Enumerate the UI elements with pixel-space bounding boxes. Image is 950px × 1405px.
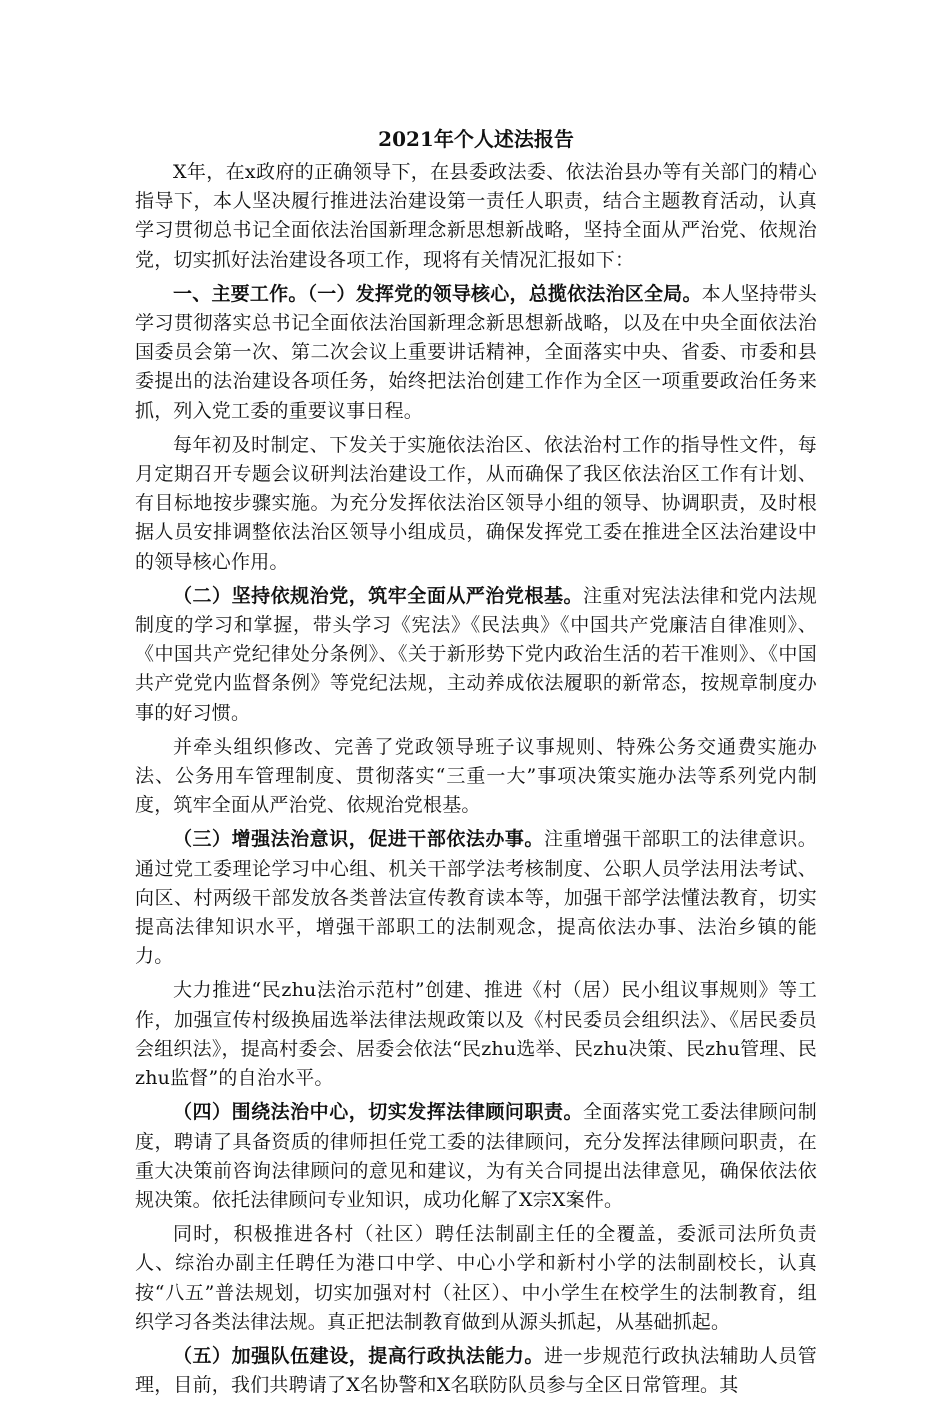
paragraph-body: 进一步规范行政执法辅助人员管理，目前，我们共聘请了X名协警和X名联防队员参与全区日常管理。其: [135, 1344, 817, 1397]
paragraph-section-1: [135, 280, 817, 426]
document-page: [135, 120, 817, 1405]
paragraph-lead: （三）增强法治意识，促进干部依法办事。: [173, 828, 544, 851]
paragraph-section-2: [135, 582, 817, 728]
paragraph-lead: （五）加强队伍建设，提高行政执法能力。: [173, 1344, 544, 1367]
paragraph: [135, 431, 817, 577]
paragraph: [135, 1220, 817, 1337]
paragraph: [135, 733, 817, 821]
paragraph: [135, 976, 817, 1093]
paragraph-body: 并牵头组织修改、完善了党政领导班子议事规则、特殊公务交通费实施办法、公务用车管理制度、贯彻落实“三重一大”事项决策实施办法等系列党内制度，筑牢全面从严治党、依规治党根基。: [135, 735, 817, 817]
paragraph-body: 大力推进“民zhu法治示范村”创建、推进《村（居）民小组议事规则》等工作，加强宣传村级换届选举法律法规政策以及《村民委员会组织法》、《居民委员会组织法》，提高村委会、居委会依法“民zhu选举、民zhu决策、民zhu管理、民zhu监督”的自治水平。: [135, 979, 817, 1090]
paragraph-body: 全面落实党工委法律顾问制度，聘请了具备资质的律师担任党工委的法律顾问，充分发挥法律顾问职责，在重大决策前咨询法律顾问的意见和建议，为有关合同提出法律意见，确保依法依规决策。依托法律顾问专业知识，成功化解了X宗X案件。: [135, 1101, 818, 1211]
paragraph-body: 注重增强干部职工的法律意识。通过党工委理论学习中心组、机关干部学法考核制度、公职人员学法用法考试、向区、村两级干部发放各类普法宣传教育读本等，加强干部学法懂法教育，切实提高法律知识水平，增强干部职工的法制观念，提高依法办事、法治乡镇的能力。: [135, 828, 817, 968]
paragraph-lead: （四）围绕法治中心，切实发挥法律顾问职责。: [173, 1101, 584, 1124]
paragraph-lead: 一、主要工作。（一）发挥党的领导核心，总揽依法治区全局。: [173, 282, 702, 305]
paragraph-body: 本人坚持带头学习贯彻落实总书记全面依法治国新理念新思想新战略，以及在中央全面依法治国委员会第一次、第二次会议上重要讲话精神，全面落实中央、省委、市委和县委提出的法治建设各项任务，始终把法治创建工作作为全区一项重要政治任务来抓，列入党工委的重要议事日程。: [135, 282, 817, 422]
paragraph-body: 同时，积极推进各村（社区）聘任法制副主任的全覆盖，委派司法所负责人、综治办副主任聘任为港口中学、中心小学和新村小学的法制副校长，认真按“八五”普法规划，切实加强对村（社区）、中小学生在校学生的法制教育，组织学习各类法律法规。真正把法制教育做到从源头抓起，从基础抓起。: [135, 1223, 817, 1333]
document-title: 2021年个人述法报告: [378, 127, 574, 151]
paragraph-intro: [135, 158, 817, 275]
paragraph-section-5: [135, 1342, 817, 1400]
paragraph-body: X年，在x政府的正确领导下，在县委政法委、依法治县办等有关部门的精心指导下，本人坚决履行推进法治建设第一责任人职责，结合主题教育活动，认真学习贯彻总书记全面依法治国新理念新思想新战略，坚持全面从严治党、依规治党，切实抓好法治建设各项工作，现将有关情况汇报如下：: [135, 161, 817, 271]
paragraph-body: 注重对宪法法律和党内法规制度的学习和掌握，带头学习《宪法》《民法典》《中国共产党廉洁自律准则》、《中国共产党纪律处分条例》、《关于新形势下党内政治生活的若干准则》、《中国共产党党内监督条例》等党纪法规，主动养成依法履职的新常态，按规章制度办事的好习惯。: [135, 584, 818, 724]
paragraph-lead: （二）坚持依规治党，筑牢全面从严治党根基。: [173, 584, 584, 607]
paragraph-body: 每年初及时制定、下发关于实施依法治区、依法治村工作的指导性文件，每月定期召开专题会议研判法治建设工作，从而确保了我区依法治区工作有计划、有目标地按步骤实施。为充分发挥依法治区领导小组的领导、协调职责，及时根据人员安排调整依法治区领导小组成员，确保发挥党工委在推进全区法治建设中的领导核心作用。: [135, 433, 817, 573]
paragraph-section-4: [135, 1098, 817, 1215]
paragraph-section-3: [135, 825, 817, 971]
